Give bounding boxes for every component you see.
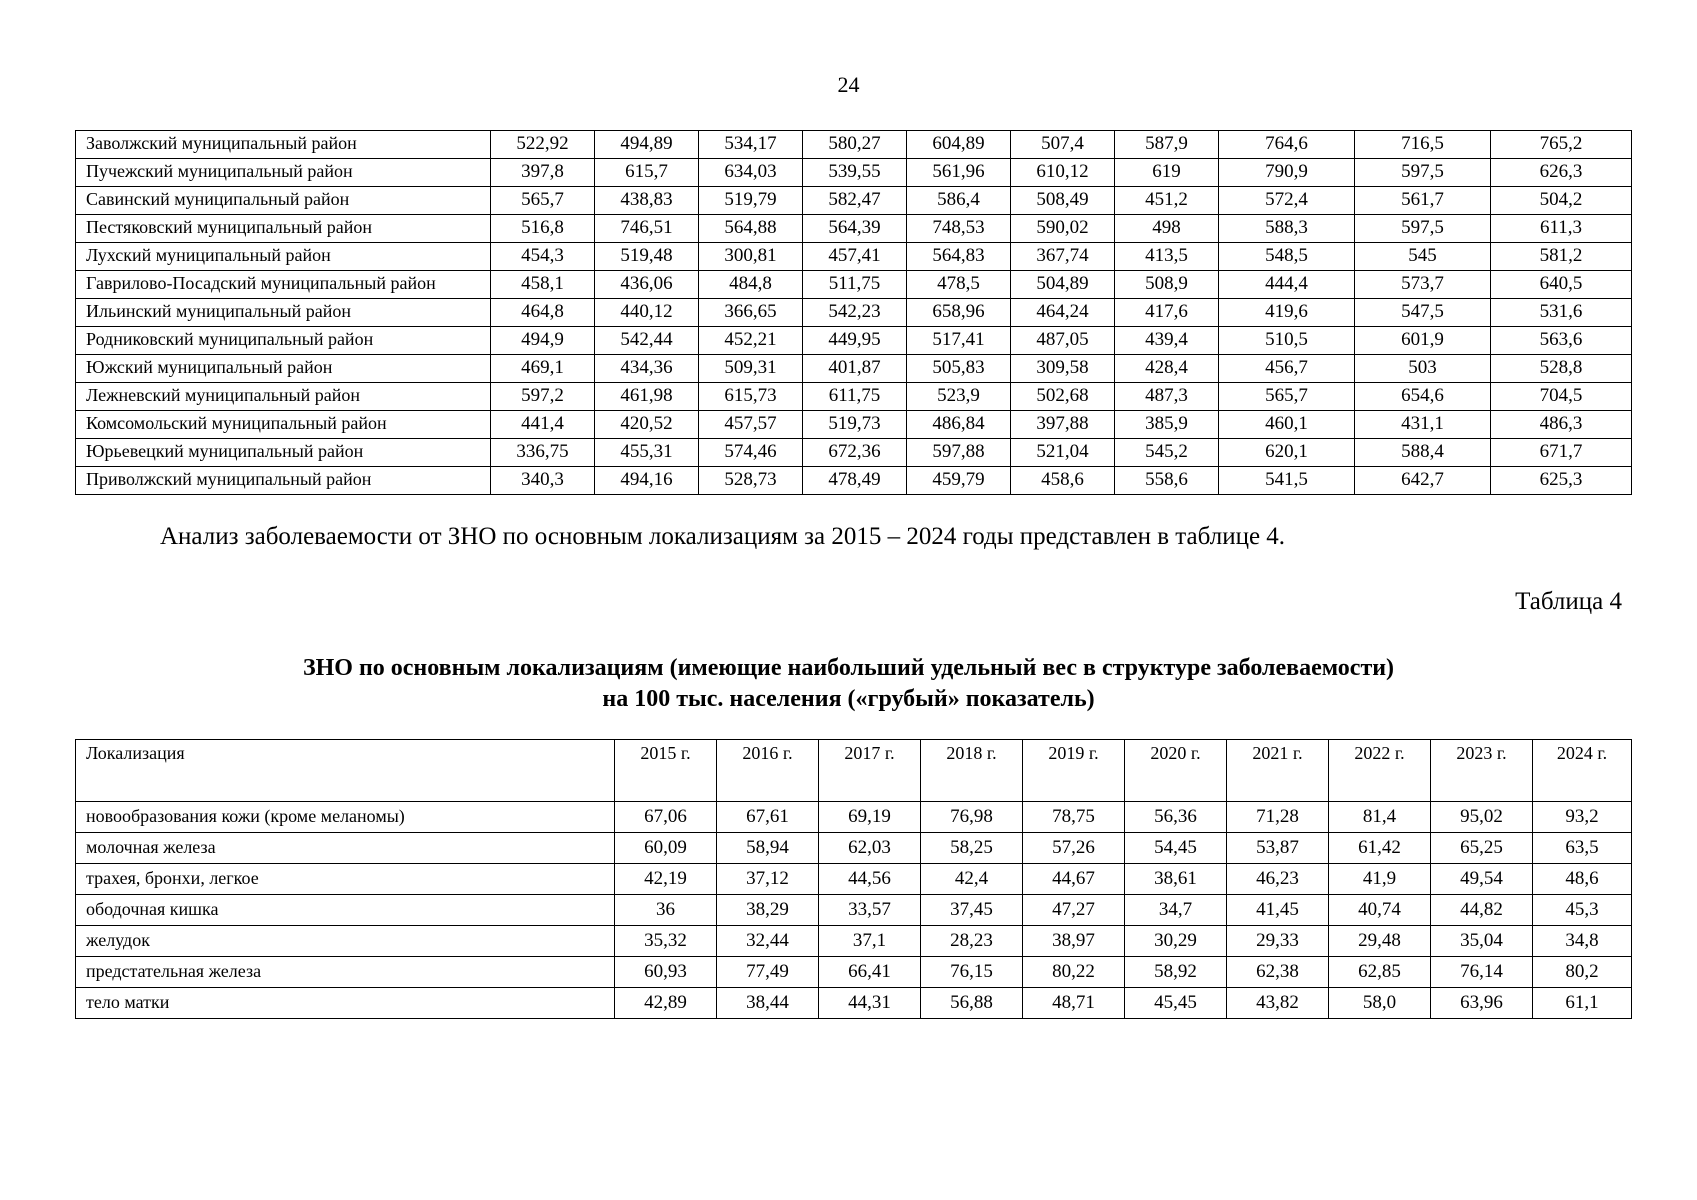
localization-value-cell: 37,12 [717, 864, 819, 895]
district-value-cell: 521,04 [1011, 439, 1115, 467]
localization-value-cell: 63,96 [1431, 988, 1533, 1019]
localization-value-cell: 28,23 [921, 926, 1023, 957]
localization-value-cell: 60,09 [615, 833, 717, 864]
localization-value-cell: 66,41 [819, 957, 921, 988]
district-value-cell: 309,58 [1011, 355, 1115, 383]
district-value-cell: 508,49 [1011, 187, 1115, 215]
district-name-cell: Пучежский муниципальный район [76, 159, 491, 187]
localization-name-cell: предстательная железа [76, 957, 615, 988]
district-value-cell: 510,5 [1219, 327, 1355, 355]
district-value-cell: 716,5 [1355, 131, 1491, 159]
district-value-cell: 654,6 [1355, 383, 1491, 411]
district-value-cell: 385,9 [1115, 411, 1219, 439]
localization-row [76, 833, 1632, 864]
district-value-cell: 610,12 [1011, 159, 1115, 187]
district-value-cell: 366,65 [699, 299, 803, 327]
district-name-cell: Лежневский муниципальный район [76, 383, 491, 411]
district-value-cell: 522,92 [491, 131, 595, 159]
localization-value-cell: 62,85 [1329, 957, 1431, 988]
localization-value-cell: 47,27 [1023, 895, 1125, 926]
localization-value-cell: 80,22 [1023, 957, 1125, 988]
localization-value-cell: 42,19 [615, 864, 717, 895]
district-name-cell: Заволжский муниципальный район [76, 131, 491, 159]
district-value-cell: 590,02 [1011, 215, 1115, 243]
district-row [76, 355, 1632, 383]
localization-value-cell: 41,9 [1329, 864, 1431, 895]
localization-name-cell: тело матки [76, 988, 615, 1019]
district-value-cell: 572,4 [1219, 187, 1355, 215]
localization-value-cell: 69,19 [819, 802, 921, 833]
district-value-cell: 542,23 [803, 299, 907, 327]
district-value-cell: 417,6 [1115, 299, 1219, 327]
district-value-cell: 626,3 [1491, 159, 1632, 187]
localization-value-cell: 61,1 [1533, 988, 1632, 1019]
district-value-cell: 461,98 [595, 383, 699, 411]
district-value-cell: 561,7 [1355, 187, 1491, 215]
localization-row [76, 864, 1632, 895]
district-value-cell: 704,5 [1491, 383, 1632, 411]
district-value-cell: 340,3 [491, 467, 595, 495]
table-title-line-1: ЗНО по основным локализациям (имеющие наибольший удельный вес в структуре заболеваемости) [302, 655, 1395, 681]
district-value-cell: 367,74 [1011, 243, 1115, 271]
district-value-cell: 504,89 [1011, 271, 1115, 299]
year-header-cell: 2016 г. [717, 740, 819, 802]
district-value-cell: 503 [1355, 355, 1491, 383]
district-value-cell: 531,6 [1491, 299, 1632, 327]
district-value-cell: 336,75 [491, 439, 595, 467]
district-value-cell: 486,3 [1491, 411, 1632, 439]
localization-value-cell: 44,82 [1431, 895, 1533, 926]
localization-value-cell: 30,29 [1125, 926, 1227, 957]
district-value-cell: 419,6 [1219, 299, 1355, 327]
district-value-cell: 508,9 [1115, 271, 1219, 299]
district-value-cell: 457,57 [699, 411, 803, 439]
district-value-cell: 564,88 [699, 215, 803, 243]
localization-name-cell: ободочная кишка [76, 895, 615, 926]
year-header-cell: 2018 г. [921, 740, 1023, 802]
district-value-cell: 431,1 [1355, 411, 1491, 439]
localization-value-cell: 35,04 [1431, 926, 1533, 957]
district-value-cell: 672,36 [803, 439, 907, 467]
district-value-cell: 413,5 [1115, 243, 1219, 271]
district-value-cell: 505,83 [907, 355, 1011, 383]
localization-value-cell: 40,74 [1329, 895, 1431, 926]
district-value-cell: 586,4 [907, 187, 1011, 215]
district-value-cell: 597,88 [907, 439, 1011, 467]
district-value-cell: 634,03 [699, 159, 803, 187]
district-value-cell: 516,8 [491, 215, 595, 243]
district-row [76, 327, 1632, 355]
localization-value-cell: 58,92 [1125, 957, 1227, 988]
localization-name-cell: трахея, бронхи, легкое [76, 864, 615, 895]
district-name-cell: Лухский муниципальный район [76, 243, 491, 271]
district-value-cell: 452,21 [699, 327, 803, 355]
district-value-cell: 441,4 [491, 411, 595, 439]
localization-name-cell: желудок [76, 926, 615, 957]
localization-value-cell: 34,7 [1125, 895, 1227, 926]
district-value-cell: 541,5 [1219, 467, 1355, 495]
localization-value-cell: 41,45 [1227, 895, 1329, 926]
district-value-cell: 487,3 [1115, 383, 1219, 411]
district-name-cell: Комсомольский муниципальный район [76, 411, 491, 439]
district-value-cell: 444,4 [1219, 271, 1355, 299]
localization-row [76, 926, 1632, 957]
district-value-cell: 581,2 [1491, 243, 1632, 271]
year-header-cell: 2019 г. [1023, 740, 1125, 802]
district-row [76, 159, 1632, 187]
localization-value-cell: 29,48 [1329, 926, 1431, 957]
district-name-cell: Пестяковский муниципальный район [76, 215, 491, 243]
district-value-cell: 642,7 [1355, 467, 1491, 495]
localization-value-cell: 58,94 [717, 833, 819, 864]
localization-value-cell: 49,54 [1431, 864, 1533, 895]
localization-value-cell: 29,33 [1227, 926, 1329, 957]
district-value-cell: 597,5 [1355, 215, 1491, 243]
localization-row [76, 802, 1632, 833]
year-header-cell: 2023 г. [1431, 740, 1533, 802]
district-value-cell: 459,79 [907, 467, 1011, 495]
localization-header-row [76, 740, 1632, 802]
localization-value-cell: 35,32 [615, 926, 717, 957]
localization-value-cell: 54,45 [1125, 833, 1227, 864]
district-value-cell: 478,5 [907, 271, 1011, 299]
district-value-cell: 565,7 [1219, 383, 1355, 411]
district-value-cell: 748,53 [907, 215, 1011, 243]
localization-value-cell: 48,6 [1533, 864, 1632, 895]
localization-name-cell: молочная железа [76, 833, 615, 864]
district-value-cell: 460,1 [1219, 411, 1355, 439]
district-value-cell: 563,6 [1491, 327, 1632, 355]
district-row [76, 215, 1632, 243]
localization-value-cell: 36 [615, 895, 717, 926]
year-header-cell: 2015 г. [615, 740, 717, 802]
district-name-cell: Южский муниципальный район [76, 355, 491, 383]
district-value-cell: 519,48 [595, 243, 699, 271]
district-value-cell: 436,06 [595, 271, 699, 299]
localization-value-cell: 43,82 [1227, 988, 1329, 1019]
district-value-cell: 397,88 [1011, 411, 1115, 439]
district-value-cell: 615,7 [595, 159, 699, 187]
district-value-cell: 539,55 [803, 159, 907, 187]
district-value-cell: 458,1 [491, 271, 595, 299]
district-value-cell: 620,1 [1219, 439, 1355, 467]
localization-row [76, 895, 1632, 926]
district-value-cell: 451,2 [1115, 187, 1219, 215]
district-value-cell: 455,31 [595, 439, 699, 467]
district-value-cell: 428,4 [1115, 355, 1219, 383]
district-value-cell: 582,47 [803, 187, 907, 215]
localization-value-cell: 67,61 [717, 802, 819, 833]
district-name-cell: Родниковский муниципальный район [76, 327, 491, 355]
intro-paragraph: Анализ заболеваемости от ЗНО по основным локализациям за 2015 – 2024 годы представлен в таблице 4. [160, 523, 1286, 550]
localization-value-cell: 38,44 [717, 988, 819, 1019]
district-value-cell: 438,83 [595, 187, 699, 215]
localization-value-cell: 32,44 [717, 926, 819, 957]
district-name-cell: Приволжский муниципальный район [76, 467, 491, 495]
localization-value-cell: 45,45 [1125, 988, 1227, 1019]
page-number: 24 [837, 72, 860, 97]
localization-value-cell: 80,2 [1533, 957, 1632, 988]
localization-table [75, 739, 1632, 1019]
district-value-cell: 548,5 [1219, 243, 1355, 271]
localization-value-cell: 81,4 [1329, 802, 1431, 833]
localization-value-cell: 38,61 [1125, 864, 1227, 895]
district-row [76, 243, 1632, 271]
district-value-cell: 494,9 [491, 327, 595, 355]
year-header-cell: 2021 г. [1227, 740, 1329, 802]
localization-value-cell: 58,25 [921, 833, 1023, 864]
localization-value-cell: 95,02 [1431, 802, 1533, 833]
district-value-cell: 671,7 [1491, 439, 1632, 467]
district-value-cell: 486,84 [907, 411, 1011, 439]
localization-value-cell: 34,8 [1533, 926, 1632, 957]
table-title-line-2: на 100 тыс. населения («грубый» показатель) [602, 686, 1095, 712]
district-value-cell: 507,4 [1011, 131, 1115, 159]
district-value-cell: 564,39 [803, 215, 907, 243]
district-value-cell: 587,9 [1115, 131, 1219, 159]
district-value-cell: 434,36 [595, 355, 699, 383]
district-row [76, 383, 1632, 411]
year-header-cell: 2020 г. [1125, 740, 1227, 802]
district-value-cell: 640,5 [1491, 271, 1632, 299]
district-value-cell: 573,7 [1355, 271, 1491, 299]
district-value-cell: 588,3 [1219, 215, 1355, 243]
localization-value-cell: 42,89 [615, 988, 717, 1019]
localization-value-cell: 56,36 [1125, 802, 1227, 833]
district-value-cell: 574,46 [699, 439, 803, 467]
district-value-cell: 545 [1355, 243, 1491, 271]
district-value-cell: 456,7 [1219, 355, 1355, 383]
localization-value-cell: 93,2 [1533, 802, 1632, 833]
localization-value-cell: 63,5 [1533, 833, 1632, 864]
localization-value-cell: 56,88 [921, 988, 1023, 1019]
localization-value-cell: 42,4 [921, 864, 1023, 895]
district-value-cell: 498 [1115, 215, 1219, 243]
district-value-cell: 625,3 [1491, 467, 1632, 495]
district-row [76, 131, 1632, 159]
localization-value-cell: 44,31 [819, 988, 921, 1019]
localization-value-cell: 58,0 [1329, 988, 1431, 1019]
district-value-cell: 401,87 [803, 355, 907, 383]
district-value-cell: 565,7 [491, 187, 595, 215]
district-value-cell: 765,2 [1491, 131, 1632, 159]
year-header-cell: 2017 г. [819, 740, 921, 802]
district-value-cell: 300,81 [699, 243, 803, 271]
localization-table-body [76, 802, 1632, 1019]
localization-value-cell: 38,97 [1023, 926, 1125, 957]
district-value-cell: 597,5 [1355, 159, 1491, 187]
district-value-cell: 547,5 [1355, 299, 1491, 327]
district-value-cell: 604,89 [907, 131, 1011, 159]
table-title [0, 653, 1697, 715]
district-value-cell: 528,73 [699, 467, 803, 495]
district-value-cell: 478,49 [803, 467, 907, 495]
district-value-cell: 502,68 [1011, 383, 1115, 411]
localization-value-cell: 71,28 [1227, 802, 1329, 833]
district-name-cell: Ильинский муниципальный район [76, 299, 491, 327]
table-caption: Таблица 4 [1515, 588, 1622, 615]
district-value-cell: 611,75 [803, 383, 907, 411]
localization-value-cell: 62,03 [819, 833, 921, 864]
district-value-cell: 519,73 [803, 411, 907, 439]
district-value-cell: 764,6 [1219, 131, 1355, 159]
localization-value-cell: 33,57 [819, 895, 921, 926]
year-header-cell: 2024 г. [1533, 740, 1632, 802]
district-value-cell: 658,96 [907, 299, 1011, 327]
district-table-body [76, 131, 1632, 495]
localization-value-cell: 38,29 [717, 895, 819, 926]
district-value-cell: 611,3 [1491, 215, 1632, 243]
district-value-cell: 619 [1115, 159, 1219, 187]
district-row [76, 187, 1632, 215]
district-value-cell: 580,27 [803, 131, 907, 159]
district-name-cell: Гаврилово-Посадский муниципальный район [76, 271, 491, 299]
localization-row [76, 988, 1632, 1019]
localization-value-cell: 57,26 [1023, 833, 1125, 864]
district-value-cell: 454,3 [491, 243, 595, 271]
district-value-cell: 487,05 [1011, 327, 1115, 355]
district-name-cell: Савинский муниципальный район [76, 187, 491, 215]
district-value-cell: 440,12 [595, 299, 699, 327]
district-value-cell: 542,44 [595, 327, 699, 355]
district-value-cell: 517,41 [907, 327, 1011, 355]
district-value-cell: 615,73 [699, 383, 803, 411]
localization-value-cell: 78,75 [1023, 802, 1125, 833]
district-value-cell: 588,4 [1355, 439, 1491, 467]
year-header-cell: 2022 г. [1329, 740, 1431, 802]
district-value-cell: 464,8 [491, 299, 595, 327]
district-row [76, 299, 1632, 327]
district-value-cell: 457,41 [803, 243, 907, 271]
district-value-cell: 528,8 [1491, 355, 1632, 383]
localization-value-cell: 76,15 [921, 957, 1023, 988]
district-row [76, 439, 1632, 467]
localization-value-cell: 62,38 [1227, 957, 1329, 988]
localization-value-cell: 65,25 [1431, 833, 1533, 864]
district-name-cell: Юрьевецкий муниципальный район [76, 439, 491, 467]
localization-value-cell: 45,3 [1533, 895, 1632, 926]
district-value-cell: 558,6 [1115, 467, 1219, 495]
localization-value-cell: 67,06 [615, 802, 717, 833]
district-value-cell: 746,51 [595, 215, 699, 243]
localization-name-cell: новообразования кожи (кроме меланомы) [76, 802, 615, 833]
localization-header-label: Локализация [76, 740, 615, 802]
district-value-cell: 464,24 [1011, 299, 1115, 327]
district-value-cell: 545,2 [1115, 439, 1219, 467]
district-value-cell: 534,17 [699, 131, 803, 159]
district-value-cell: 494,89 [595, 131, 699, 159]
localization-value-cell: 44,67 [1023, 864, 1125, 895]
localization-value-cell: 76,14 [1431, 957, 1533, 988]
district-value-cell: 494,16 [595, 467, 699, 495]
district-row [76, 411, 1632, 439]
district-value-cell: 458,6 [1011, 467, 1115, 495]
district-row [76, 271, 1632, 299]
district-value-cell: 439,4 [1115, 327, 1219, 355]
district-value-cell: 509,31 [699, 355, 803, 383]
district-value-cell: 504,2 [1491, 187, 1632, 215]
district-value-cell: 561,96 [907, 159, 1011, 187]
district-value-cell: 449,95 [803, 327, 907, 355]
localization-value-cell: 46,23 [1227, 864, 1329, 895]
district-value-cell: 790,9 [1219, 159, 1355, 187]
district-value-cell: 420,52 [595, 411, 699, 439]
localization-value-cell: 37,45 [921, 895, 1023, 926]
district-value-cell: 397,8 [491, 159, 595, 187]
localization-value-cell: 44,56 [819, 864, 921, 895]
localization-value-cell: 61,42 [1329, 833, 1431, 864]
district-value-cell: 469,1 [491, 355, 595, 383]
district-row [76, 467, 1632, 495]
district-value-cell: 523,9 [907, 383, 1011, 411]
localization-value-cell: 77,49 [717, 957, 819, 988]
localization-row [76, 957, 1632, 988]
localization-value-cell: 60,93 [615, 957, 717, 988]
localization-value-cell: 37,1 [819, 926, 921, 957]
district-value-cell: 601,9 [1355, 327, 1491, 355]
localization-value-cell: 53,87 [1227, 833, 1329, 864]
district-value-cell: 519,79 [699, 187, 803, 215]
district-value-cell: 597,2 [491, 383, 595, 411]
district-value-cell: 511,75 [803, 271, 907, 299]
district-value-cell: 484,8 [699, 271, 803, 299]
district-incidence-table [75, 130, 1632, 495]
district-value-cell: 564,83 [907, 243, 1011, 271]
localization-value-cell: 48,71 [1023, 988, 1125, 1019]
localization-value-cell: 76,98 [921, 802, 1023, 833]
